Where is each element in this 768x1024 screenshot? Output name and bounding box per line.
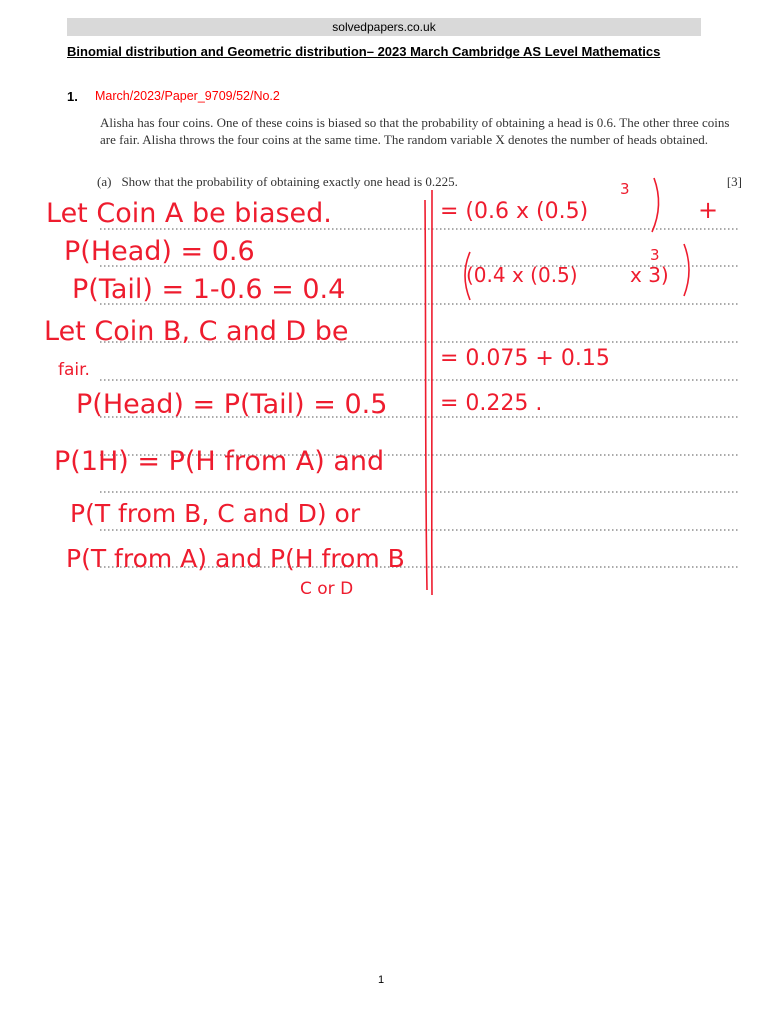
hand-line-5: fair.	[58, 360, 90, 380]
hand-right-exp-1: 3	[620, 180, 630, 198]
hand-line-9: P(T from A) and P(H from B	[66, 544, 405, 573]
hand-right-5: = 0.225 .	[440, 391, 543, 416]
hand-line-10: C or D	[300, 579, 354, 599]
hand-line-2: P(Head) = 0.6	[64, 236, 255, 267]
document-title: Binomial distribution and Geometric distribution– 2023 March Cambridge AS Level Mathematics	[67, 44, 661, 59]
hand-right-4: = 0.075 + 0.15	[440, 346, 610, 371]
hand-right-exp-2: 3	[650, 246, 660, 264]
hand-right-2: (0.4 x (0.5)	[466, 263, 578, 287]
hand-right-3: x 3)	[630, 263, 669, 287]
hand-line-1: Let Coin A be biased.	[46, 198, 332, 229]
question-reference: March/2023/Paper_9709/52/No.2	[95, 89, 280, 103]
marks-label: [3]	[726, 174, 742, 189]
hand-right-1: = (0.6 x (0.5)	[440, 199, 589, 224]
question-number: 1.	[67, 89, 78, 104]
page-number: 1	[378, 974, 385, 986]
question-text: Alisha has four coins. One of these coins is biased so that the probability of obtaining a head is 0.6. The other three coins are fair. Alisha throws the four coins at the same time. The random variable X denotes the number of heads obtained.	[100, 115, 730, 147]
hand-line-6: P(Head) = P(Tail) = 0.5	[76, 389, 388, 420]
hand-right-plus: +	[698, 196, 719, 224]
part-text: Show that the probability of obtaining exactly one head is 0.225.	[121, 174, 458, 189]
divider-lines	[425, 190, 432, 595]
hand-line-4: Let Coin B, C and D be	[44, 316, 349, 347]
part-label: (a)	[97, 174, 112, 189]
hand-line-8: P(T from B, C and D) or	[70, 499, 361, 528]
hand-line-7: P(1H) = P(H from A) and	[54, 446, 385, 477]
site-name: solvedpapers.co.uk	[332, 20, 436, 34]
hand-line-3: P(Tail) = 1-0.6 = 0.4	[72, 274, 346, 305]
